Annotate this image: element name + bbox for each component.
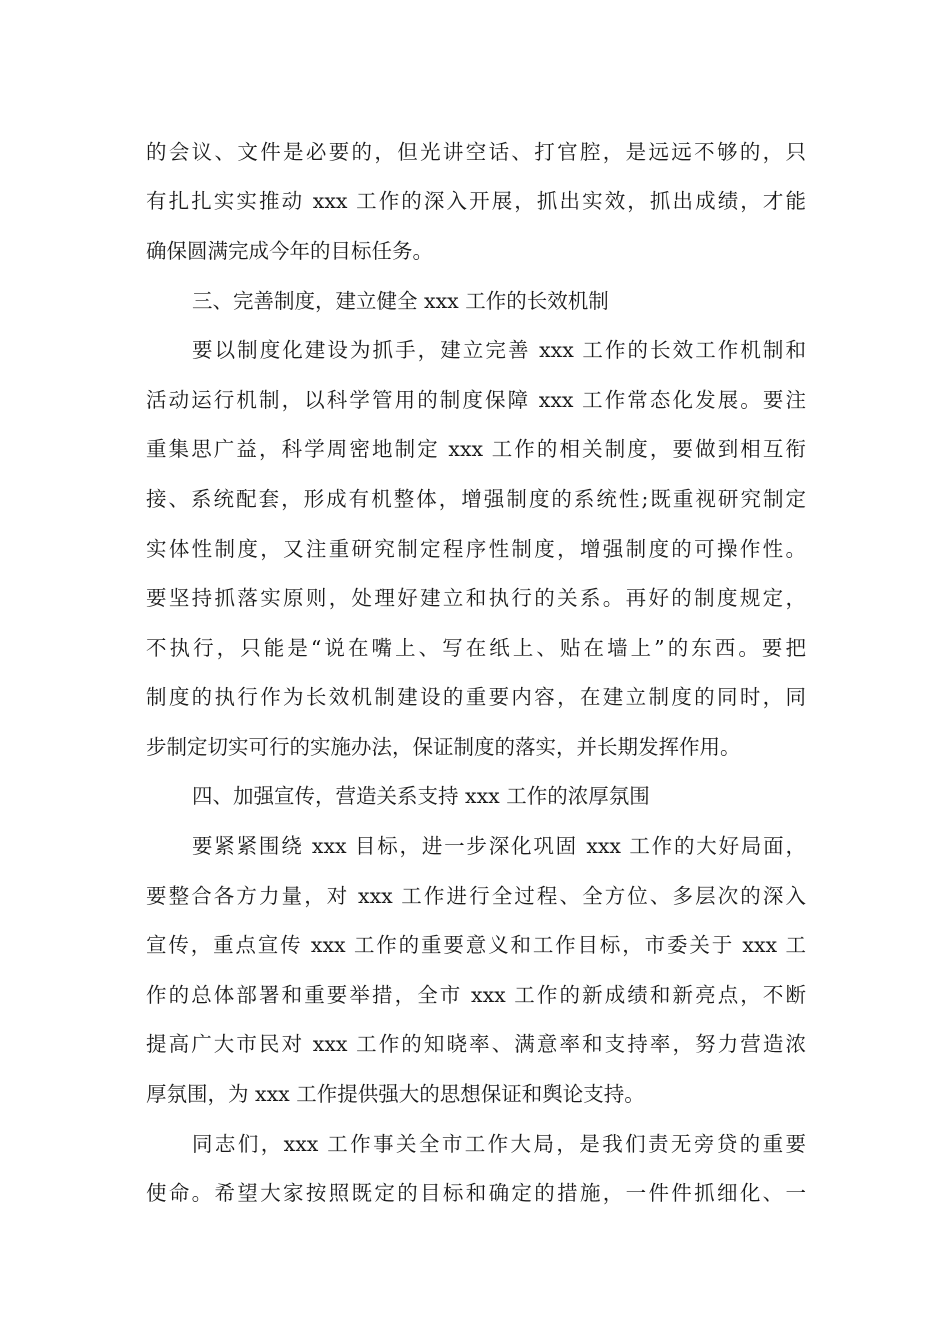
paragraph-line: 的会议、文件是必要的，但光讲空话、打官腔，是远远不够的，只 xyxy=(146,140,806,164)
paragraph-line: 有扎扎实实推动 xxx 工作的深入开展，抓出实效，抓出成绩，才能 xyxy=(146,189,806,213)
paragraph-line: 不执行，只能是“说在嘴上、写在纸上、贴在墙上”的东西。要把 xyxy=(146,636,806,660)
paragraph-line: 制度的执行作为长效机制建设的重要内容，在建立制度的同时，同 xyxy=(146,685,806,709)
paragraph-line: 确保圆满完成今年的目标任务。 xyxy=(146,239,433,263)
paragraph-line: 要以制度化建设为抓手，建立完善 xxx 工作的长效工作机制和 xyxy=(192,338,806,362)
section-heading: 三、完善制度，建立健全 xxx 工作的长效机制 xyxy=(192,289,609,313)
paragraph-line: 要整合各方力量，对 xxx 工作进行全过程、全方位、多层次的深入 xyxy=(146,884,806,908)
paragraph-line: 作的总体部署和重要举措，全市 xxx 工作的新成绩和新亮点，不断 xyxy=(146,983,806,1007)
paragraph-line: 活动运行机制，以科学管用的制度保障 xxx 工作常态化发展。要注 xyxy=(146,388,806,412)
paragraph-line: 接、系统配套，形成有机整体，增强制度的系统性;既重视研究制定 xyxy=(146,487,806,511)
paragraph-line: 实体性制度，又注重研究制定程序性制度，增强制度的可操作性。 xyxy=(146,537,806,561)
paragraph-line: 提高广大市民对 xxx 工作的知晓率、满意率和支持率，努力营造浓 xyxy=(146,1032,806,1056)
paragraph-line: 重集思广益，科学周密地制定 xxx 工作的相关制度，要做到相互衔 xyxy=(146,437,806,461)
section-heading: 四、加强宣传，营造关系支持 xxx 工作的浓厚氛围 xyxy=(192,784,650,808)
paragraph-line: 同志们，xxx 工作事关全市工作大局，是我们责无旁贷的重要 xyxy=(192,1132,806,1156)
paragraph-line: 要坚持抓落实原则，处理好建立和执行的关系。再好的制度规定， xyxy=(146,586,806,610)
paragraph-line: 要紧紧围绕 xxx 目标，进一步深化巩固 xxx 工作的大好局面， xyxy=(192,834,806,858)
paragraph-line: 使命。希望大家按照既定的目标和确定的措施，一件件抓细化、一 xyxy=(146,1181,806,1205)
paragraph-line: 厚氛围，为 xxx 工作提供强大的思想保证和舆论支持。 xyxy=(146,1082,645,1106)
paragraph-line: 宣传，重点宣传 xxx 工作的重要意义和工作目标，市委关于 xxx 工 xyxy=(146,933,806,957)
paragraph-line: 步制定切实可行的实施办法，保证制度的落实，并长期发挥作用。 xyxy=(146,735,741,759)
